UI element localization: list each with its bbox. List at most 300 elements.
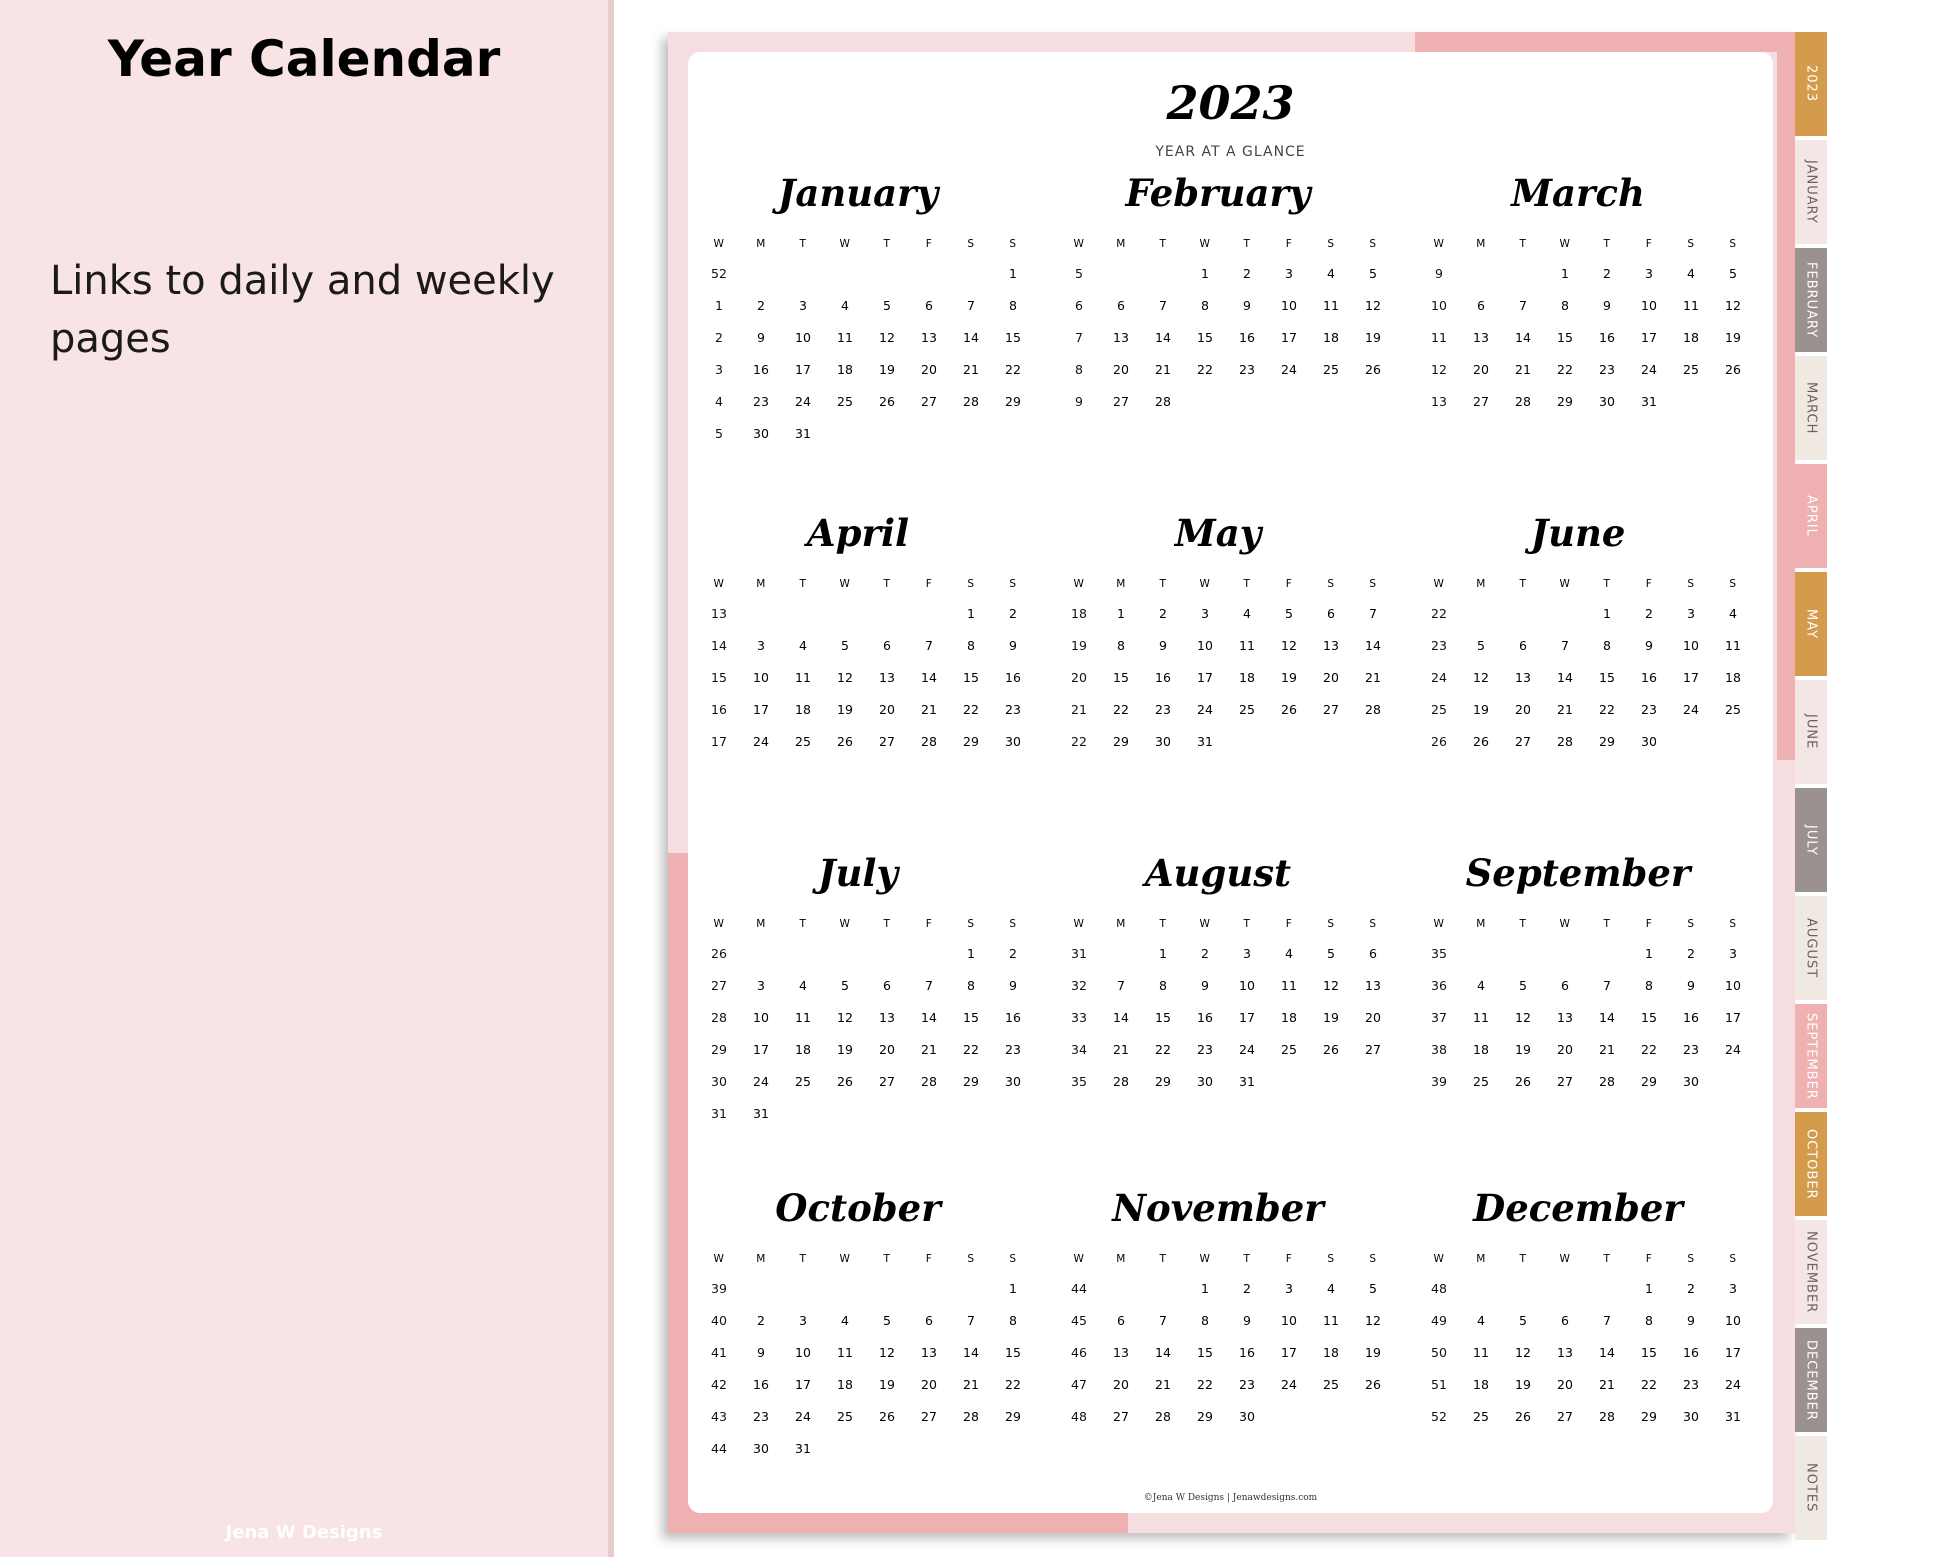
day-link[interactable]: 21 [963,362,979,377]
day-link[interactable]: 22 [1641,1377,1657,1392]
day-link[interactable]: 5 [1519,1313,1527,1328]
day-link[interactable]: 12 [1365,298,1381,313]
day-link[interactable]: 12 [879,330,895,345]
day-link[interactable]: 11 [795,670,811,685]
day-link[interactable]: 17 [795,362,811,377]
day-link[interactable]: 25 [1473,1074,1489,1089]
day-link[interactable]: 17 [753,1042,769,1057]
day-link[interactable]: 9 [1009,978,1017,993]
day-link[interactable]: 27 [1365,1042,1381,1057]
week-number-link[interactable]: 32 [1071,978,1087,993]
month-name[interactable]: February [1125,171,1311,215]
day-link[interactable]: 2 [1687,1281,1695,1296]
week-number-link[interactable]: 17 [711,734,727,749]
week-number-link[interactable]: 33 [1071,1010,1087,1025]
day-link[interactable]: 15 [1641,1010,1657,1025]
week-number-link[interactable]: 26 [711,946,727,961]
day-link[interactable]: 20 [1557,1042,1573,1057]
day-link[interactable]: 8 [967,638,975,653]
day-link[interactable]: 27 [1113,394,1129,409]
day-link[interactable]: 2 [1009,946,1017,961]
day-link[interactable]: 28 [1113,1074,1129,1089]
day-link[interactable]: 10 [1725,1313,1741,1328]
week-number-link[interactable]: 48 [1431,1281,1447,1296]
day-link[interactable]: 20 [1113,1377,1129,1392]
week-number-link[interactable]: 45 [1071,1313,1087,1328]
day-link[interactable]: 5 [841,638,849,653]
day-link[interactable]: 7 [1117,978,1125,993]
day-link[interactable]: 9 [1645,638,1653,653]
day-link[interactable]: 2 [1645,606,1653,621]
week-number-link[interactable]: 30 [711,1074,727,1089]
month-november[interactable] [1058,1185,1381,1495]
day-link[interactable]: 22 [1197,1377,1213,1392]
day-link[interactable]: 5 [1729,266,1737,281]
day-link[interactable]: 19 [1365,1345,1381,1360]
day-link[interactable]: 11 [1281,978,1297,993]
month-december[interactable] [1418,1185,1741,1495]
day-link[interactable]: 28 [1599,1409,1615,1424]
month-april[interactable] [698,510,1021,820]
day-link[interactable]: 3 [1645,266,1653,281]
month-july[interactable] [698,850,1021,1160]
day-link[interactable]: 16 [1683,1345,1699,1360]
day-link[interactable]: 30 [1683,1409,1699,1424]
day-link[interactable]: 13 [1365,978,1381,993]
day-link[interactable]: 26 [1473,734,1489,749]
day-link[interactable]: 18 [1239,670,1255,685]
day-link[interactable]: 6 [883,978,891,993]
day-link[interactable]: 25 [795,734,811,749]
day-link[interactable]: 12 [1365,1313,1381,1328]
week-number-link[interactable]: 5 [1075,266,1083,281]
month-september[interactable] [1418,850,1741,1160]
day-link[interactable]: 30 [753,1441,769,1456]
day-link[interactable]: 6 [1519,638,1527,653]
day-link[interactable]: 7 [967,1313,975,1328]
day-link[interactable]: 11 [837,1345,853,1360]
week-number-link[interactable]: 3 [715,362,723,377]
day-link[interactable]: 29 [1155,1074,1171,1089]
day-link[interactable]: 21 [1113,1042,1129,1057]
day-link[interactable]: 26 [1281,702,1297,717]
week-number-link[interactable]: 41 [711,1345,727,1360]
day-link[interactable]: 11 [1473,1010,1489,1025]
day-link[interactable]: 10 [1641,298,1657,313]
tab-notes[interactable] [1795,1436,1827,1540]
day-link[interactable]: 22 [963,1042,979,1057]
day-link[interactable]: 17 [1239,1010,1255,1025]
day-link[interactable]: 15 [1005,1345,1021,1360]
day-link[interactable]: 13 [921,330,937,345]
day-link[interactable]: 12 [1515,1345,1531,1360]
week-number-link[interactable]: 22 [1431,606,1447,621]
day-link[interactable]: 9 [1243,298,1251,313]
day-link[interactable]: 29 [963,1074,979,1089]
day-link[interactable]: 9 [1201,978,1209,993]
day-link[interactable]: 24 [1683,702,1699,717]
week-number-link[interactable]: 42 [711,1377,727,1392]
day-link[interactable]: 24 [1239,1042,1255,1057]
day-link[interactable]: 22 [1005,1377,1021,1392]
day-link[interactable]: 27 [921,1409,937,1424]
week-number-link[interactable]: 37 [1431,1010,1447,1025]
day-link[interactable]: 7 [1159,1313,1167,1328]
day-link[interactable]: 21 [921,702,937,717]
day-link[interactable]: 23 [1683,1377,1699,1392]
day-link[interactable]: 18 [1473,1377,1489,1392]
tab-may[interactable] [1795,572,1827,676]
day-link[interactable]: 23 [1239,362,1255,377]
day-link[interactable]: 13 [879,670,895,685]
week-number-link[interactable]: 52 [1431,1409,1447,1424]
week-number-link[interactable]: 34 [1071,1042,1087,1057]
day-link[interactable]: 26 [1515,1074,1531,1089]
day-link[interactable]: 10 [753,1010,769,1025]
day-link[interactable]: 16 [1683,1010,1699,1025]
day-link[interactable]: 2 [1243,266,1251,281]
week-number-link[interactable]: 49 [1431,1313,1447,1328]
day-link[interactable]: 17 [795,1377,811,1392]
week-number-link[interactable]: 13 [1431,394,1447,409]
week-number-link[interactable]: 9 [1075,394,1083,409]
day-link[interactable]: 14 [1557,670,1573,685]
day-link[interactable]: 26 [1515,1409,1531,1424]
day-link[interactable]: 24 [1725,1042,1741,1057]
day-link[interactable]: 25 [837,1409,853,1424]
day-link[interactable]: 27 [1113,1409,1129,1424]
day-link[interactable]: 15 [1155,1010,1171,1025]
day-link[interactable]: 5 [1285,606,1293,621]
day-link[interactable]: 21 [1599,1042,1615,1057]
day-link[interactable]: 31 [1239,1074,1255,1089]
day-link[interactable]: 5 [841,978,849,993]
day-link[interactable]: 25 [1683,362,1699,377]
day-link[interactable]: 16 [1239,1345,1255,1360]
tab-july[interactable] [1795,788,1827,892]
day-link[interactable]: 8 [1117,638,1125,653]
month-june[interactable] [1418,510,1741,820]
day-link[interactable]: 4 [1285,946,1293,961]
day-link[interactable]: 14 [1155,1345,1171,1360]
day-link[interactable]: 7 [967,298,975,313]
day-link[interactable]: 11 [1725,638,1741,653]
day-link[interactable]: 22 [1557,362,1573,377]
day-link[interactable]: 11 [1473,1345,1489,1360]
day-link[interactable]: 24 [1281,362,1297,377]
month-may[interactable] [1058,510,1381,820]
week-number-link[interactable]: 46 [1071,1345,1087,1360]
day-link[interactable]: 22 [1599,702,1615,717]
day-link[interactable]: 27 [1515,734,1531,749]
day-link[interactable]: 12 [1515,1010,1531,1025]
day-link[interactable]: 18 [1281,1010,1297,1025]
day-link[interactable]: 11 [837,330,853,345]
day-link[interactable]: 1 [967,606,975,621]
tab-2023[interactable] [1795,32,1827,136]
day-link[interactable]: 5 [1327,946,1335,961]
day-link[interactable]: 12 [837,1010,853,1025]
week-number-link[interactable]: 44 [1071,1281,1087,1296]
day-link[interactable]: 3 [1285,266,1293,281]
day-link[interactable]: 29 [1641,1074,1657,1089]
day-link[interactable]: 30 [1599,394,1615,409]
day-link[interactable]: 20 [879,1042,895,1057]
day-link[interactable]: 8 [1201,298,1209,313]
week-number-link[interactable]: 43 [711,1409,727,1424]
day-link[interactable]: 14 [1599,1010,1615,1025]
day-link[interactable]: 23 [1005,702,1021,717]
day-link[interactable]: 25 [1323,362,1339,377]
day-link[interactable]: 3 [1243,946,1251,961]
day-link[interactable]: 27 [879,734,895,749]
day-link[interactable]: 1 [967,946,975,961]
day-link[interactable]: 30 [1683,1074,1699,1089]
day-link[interactable]: 16 [1641,670,1657,685]
day-link[interactable]: 19 [1323,1010,1339,1025]
day-link[interactable]: 7 [1603,978,1611,993]
day-link[interactable]: 12 [1473,670,1489,685]
day-link[interactable]: 6 [925,1313,933,1328]
day-link[interactable]: 19 [1365,330,1381,345]
day-link[interactable]: 26 [1725,362,1741,377]
day-link[interactable]: 8 [1603,638,1611,653]
tab-september[interactable] [1795,1004,1827,1108]
day-link[interactable]: 28 [1599,1074,1615,1089]
week-number-link[interactable]: 27 [711,978,727,993]
day-link[interactable]: 1 [1117,606,1125,621]
day-link[interactable]: 25 [1323,1377,1339,1392]
day-link[interactable]: 15 [1641,1345,1657,1360]
day-link[interactable]: 25 [1281,1042,1297,1057]
day-link[interactable]: 9 [1243,1313,1251,1328]
day-link[interactable]: 22 [963,702,979,717]
tab-august[interactable] [1795,896,1827,1000]
day-link[interactable]: 18 [1323,330,1339,345]
day-link[interactable]: 8 [967,978,975,993]
day-link[interactable]: 18 [795,702,811,717]
day-link[interactable]: 29 [1557,394,1573,409]
day-link[interactable]: 30 [1005,734,1021,749]
tab-june[interactable] [1795,680,1827,784]
day-link[interactable]: 14 [963,330,979,345]
week-number-link[interactable]: 21 [1071,702,1087,717]
day-link[interactable]: 4 [1729,606,1737,621]
day-link[interactable]: 28 [1155,394,1171,409]
week-number-link[interactable]: 29 [711,1042,727,1057]
day-link[interactable]: 20 [1515,702,1531,717]
day-link[interactable]: 9 [1687,1313,1695,1328]
week-number-link[interactable]: 36 [1431,978,1447,993]
day-link[interactable]: 26 [837,734,853,749]
day-link[interactable]: 3 [799,1313,807,1328]
tab-april[interactable] [1795,464,1827,568]
day-link[interactable]: 8 [1201,1313,1209,1328]
week-number-link[interactable]: 47 [1071,1377,1087,1392]
tab-october[interactable] [1795,1112,1827,1216]
day-link[interactable]: 19 [837,702,853,717]
week-number-link[interactable]: 39 [711,1281,727,1296]
day-link[interactable]: 16 [753,1377,769,1392]
day-link[interactable]: 24 [1641,362,1657,377]
day-link[interactable]: 6 [1327,606,1335,621]
day-link[interactable]: 4 [1243,606,1251,621]
day-link[interactable]: 13 [1473,330,1489,345]
tab-november[interactable] [1795,1220,1827,1324]
day-link[interactable]: 17 [1641,330,1657,345]
day-link[interactable]: 30 [1641,734,1657,749]
day-link[interactable]: 15 [1599,670,1615,685]
day-link[interactable]: 14 [1155,330,1171,345]
day-link[interactable]: 23 [1155,702,1171,717]
week-number-link[interactable]: 4 [715,394,723,409]
day-link[interactable]: 29 [1005,394,1021,409]
week-number-link[interactable]: 52 [711,266,727,281]
day-link[interactable]: 15 [963,1010,979,1025]
day-link[interactable]: 16 [753,362,769,377]
day-link[interactable]: 7 [925,638,933,653]
week-number-link[interactable]: 18 [1071,606,1087,621]
day-link[interactable]: 22 [1155,1042,1171,1057]
day-link[interactable]: 20 [921,1377,937,1392]
month-name[interactable]: July [818,851,898,895]
day-link[interactable]: 6 [1369,946,1377,961]
day-link[interactable]: 22 [1641,1042,1657,1057]
day-link[interactable]: 12 [1725,298,1741,313]
week-number-link[interactable]: 40 [711,1313,727,1328]
month-name[interactable]: March [1511,171,1645,215]
day-link[interactable]: 14 [1365,638,1381,653]
day-link[interactable]: 24 [795,1409,811,1424]
day-link[interactable]: 24 [1197,702,1213,717]
day-link[interactable]: 21 [921,1042,937,1057]
day-link[interactable]: 6 [1477,298,1485,313]
day-link[interactable]: 17 [1683,670,1699,685]
day-link[interactable]: 13 [1323,638,1339,653]
day-link[interactable]: 13 [1515,670,1531,685]
day-link[interactable]: 20 [1365,1010,1381,1025]
day-link[interactable]: 17 [1725,1345,1741,1360]
day-link[interactable]: 1 [1645,1281,1653,1296]
week-number-link[interactable]: 8 [1075,362,1083,377]
day-link[interactable]: 9 [1009,638,1017,653]
day-link[interactable]: 2 [757,1313,765,1328]
day-link[interactable]: 3 [757,638,765,653]
day-link[interactable]: 29 [1599,734,1615,749]
day-link[interactable]: 30 [1239,1409,1255,1424]
week-number-link[interactable]: 2 [715,330,723,345]
day-link[interactable]: 16 [1005,670,1021,685]
day-link[interactable]: 28 [963,394,979,409]
day-link[interactable]: 27 [1323,702,1339,717]
month-october[interactable] [698,1185,1021,1495]
day-link[interactable]: 30 [753,426,769,441]
day-link[interactable]: 20 [1557,1377,1573,1392]
day-link[interactable]: 15 [963,670,979,685]
week-number-link[interactable]: 39 [1431,1074,1447,1089]
day-link[interactable]: 24 [753,734,769,749]
day-link[interactable]: 16 [1239,330,1255,345]
day-link[interactable]: 6 [1561,1313,1569,1328]
day-link[interactable]: 19 [879,362,895,377]
day-link[interactable]: 9 [1159,638,1167,653]
day-link[interactable]: 13 [1557,1010,1573,1025]
day-link[interactable]: 10 [1197,638,1213,653]
day-link[interactable]: 23 [1599,362,1615,377]
day-link[interactable]: 14 [921,1010,937,1025]
week-number-link[interactable]: 5 [715,426,723,441]
day-link[interactable]: 31 [753,1106,769,1121]
day-link[interactable]: 15 [1557,330,1573,345]
day-link[interactable]: 26 [837,1074,853,1089]
day-link[interactable]: 6 [1561,978,1569,993]
week-number-link[interactable]: 9 [1435,266,1443,281]
week-number-link[interactable]: 28 [711,1010,727,1025]
day-link[interactable]: 27 [1557,1074,1573,1089]
week-number-link[interactable]: 20 [1071,670,1087,685]
month-name[interactable]: May [1174,511,1262,555]
day-link[interactable]: 3 [1201,606,1209,621]
day-link[interactable]: 4 [841,1313,849,1328]
day-link[interactable]: 13 [879,1010,895,1025]
day-link[interactable]: 18 [837,362,853,377]
day-link[interactable]: 29 [1197,1409,1213,1424]
day-link[interactable]: 4 [841,298,849,313]
day-link[interactable]: 10 [1281,298,1297,313]
day-link[interactable]: 29 [1641,1409,1657,1424]
day-link[interactable]: 31 [1641,394,1657,409]
day-link[interactable]: 19 [879,1377,895,1392]
month-name[interactable]: August [1144,851,1292,895]
day-link[interactable]: 8 [1159,978,1167,993]
day-link[interactable]: 24 [1725,1377,1741,1392]
day-link[interactable]: 26 [879,1409,895,1424]
tab-march[interactable] [1795,356,1827,460]
day-link[interactable]: 5 [1369,266,1377,281]
day-link[interactable]: 26 [1365,362,1381,377]
day-link[interactable]: 13 [1113,1345,1129,1360]
day-link[interactable]: 8 [1645,1313,1653,1328]
day-link[interactable]: 23 [1683,1042,1699,1057]
day-link[interactable]: 28 [1557,734,1573,749]
day-link[interactable]: 7 [925,978,933,993]
day-link[interactable]: 20 [1473,362,1489,377]
day-link[interactable]: 17 [1197,670,1213,685]
day-link[interactable]: 10 [795,1345,811,1360]
day-link[interactable]: 11 [1323,298,1339,313]
week-number-link[interactable]: 10 [1431,298,1447,313]
week-number-link[interactable]: 31 [1071,946,1087,961]
month-august[interactable] [1058,850,1381,1160]
day-link[interactable]: 3 [1729,946,1737,961]
day-link[interactable]: 29 [963,734,979,749]
day-link[interactable]: 11 [795,1010,811,1025]
day-link[interactable]: 16 [1599,330,1615,345]
day-link[interactable]: 18 [837,1377,853,1392]
day-link[interactable]: 21 [1365,670,1381,685]
day-link[interactable]: 6 [883,638,891,653]
day-link[interactable]: 21 [1557,702,1573,717]
day-link[interactable]: 1 [1009,1281,1017,1296]
day-link[interactable]: 12 [1281,638,1297,653]
month-february[interactable] [1058,170,1381,480]
week-number-link[interactable]: 7 [1075,330,1083,345]
day-link[interactable]: 4 [799,638,807,653]
day-link[interactable]: 27 [1557,1409,1573,1424]
day-link[interactable]: 22 [1113,702,1129,717]
day-link[interactable]: 6 [925,298,933,313]
month-name[interactable]: January [777,171,939,215]
